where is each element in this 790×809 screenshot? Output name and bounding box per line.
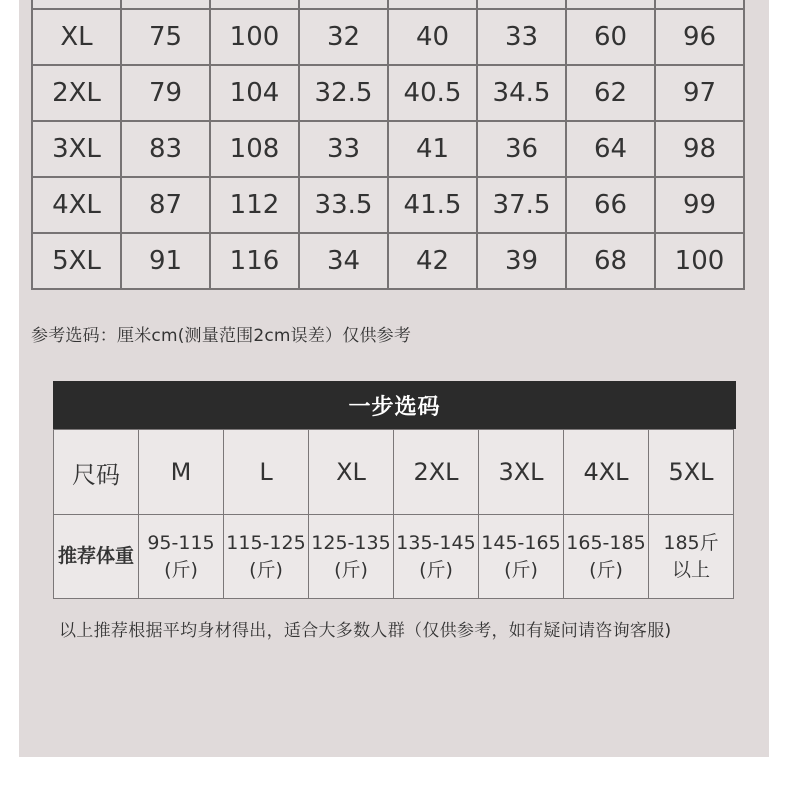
size-cell: 3XL [479,430,564,515]
weight-unit: (斤) [419,558,453,581]
weight-range: 135-145 [396,531,476,554]
weight-unit: 以上 [671,558,710,581]
table-cell: 62 [566,65,655,121]
table-cell: XL [32,9,121,65]
weight-range: 185斤 [663,531,719,554]
table-cell: 3XL [32,121,121,177]
weight-cell [139,515,224,599]
table-cell: 96 [655,9,744,65]
table-row [32,65,744,121]
table-cell: 75 [121,9,210,65]
table-cell: 40 [388,9,477,65]
table-cell: 79 [121,65,210,121]
weight-label: 推荐体重 [54,515,139,599]
recommendation-title: 一步选码 [53,381,736,429]
table-cell: 42 [388,233,477,289]
size-cell: 2XL [394,430,479,515]
table-cell: 33 [299,121,388,177]
table-cell: 39 [477,233,566,289]
table-cell: 37.5 [477,177,566,233]
table-row-partial [32,0,744,9]
table-cell: 5XL [32,233,121,289]
table-row [32,177,744,233]
table-cell: 64 [566,121,655,177]
weight-range: 115-125 [226,531,306,554]
weight-range: 165-185 [566,531,646,554]
recommendation-table [53,429,734,599]
size-cell: 5XL [649,430,734,515]
table-cell: 32 [299,9,388,65]
weight-cell [649,515,734,599]
weight-range: 145-165 [481,531,561,554]
table-cell: 87 [121,177,210,233]
table-cell: 36 [477,121,566,177]
weight-cell [309,515,394,599]
table-cell: 98 [655,121,744,177]
table-cell: 108 [210,121,299,177]
table-cell: 91 [121,233,210,289]
table-cell: 104 [210,65,299,121]
table-cell: 100 [210,9,299,65]
weight-range: 95-115 [147,531,215,554]
weight-cell [394,515,479,599]
table-cell: 41 [388,121,477,177]
weight-cell [564,515,649,599]
measurement-note: 参考选码：厘米cm(测量范围2cm误差）仅供参考 [31,326,412,346]
table-cell: 66 [566,177,655,233]
table-cell: 4XL [32,177,121,233]
table-cell: 40.5 [388,65,477,121]
table-cell: 34.5 [477,65,566,121]
weight-unit: (斤) [589,558,623,581]
size-cell: L [224,430,309,515]
table-cell: 97 [655,65,744,121]
table-cell: 2XL [32,65,121,121]
weight-unit: (斤) [504,558,538,581]
table-row [32,233,744,289]
size-cell: 4XL [564,430,649,515]
table-cell: 60 [566,9,655,65]
weight-cell [224,515,309,599]
table-cell: 32.5 [299,65,388,121]
size-chart-table [31,0,745,290]
weight-unit: (斤) [164,558,198,581]
table-cell: 33.5 [299,177,388,233]
table-row [32,9,744,65]
size-label: 尺码 [54,430,139,515]
table-cell: 116 [210,233,299,289]
weight-unit: (斤) [249,558,283,581]
table-row-sizes [54,430,734,515]
weight-range: 125-135 [311,531,391,554]
table-cell: 99 [655,177,744,233]
table-cell: 68 [566,233,655,289]
table-row-weights [54,515,734,599]
size-cell: XL [309,430,394,515]
table-cell: 41.5 [388,177,477,233]
weight-cell [479,515,564,599]
weight-unit: (斤) [334,558,368,581]
table-cell: 34 [299,233,388,289]
table-row [32,121,744,177]
table-cell: 100 [655,233,744,289]
size-cell: M [139,430,224,515]
table-cell: 83 [121,121,210,177]
table-cell: 112 [210,177,299,233]
table-cell: 33 [477,9,566,65]
recommendation-note: 以上推荐根据平均身材得出，适合大多数人群（仅供参考，如有疑问请咨询客服) [59,621,672,641]
